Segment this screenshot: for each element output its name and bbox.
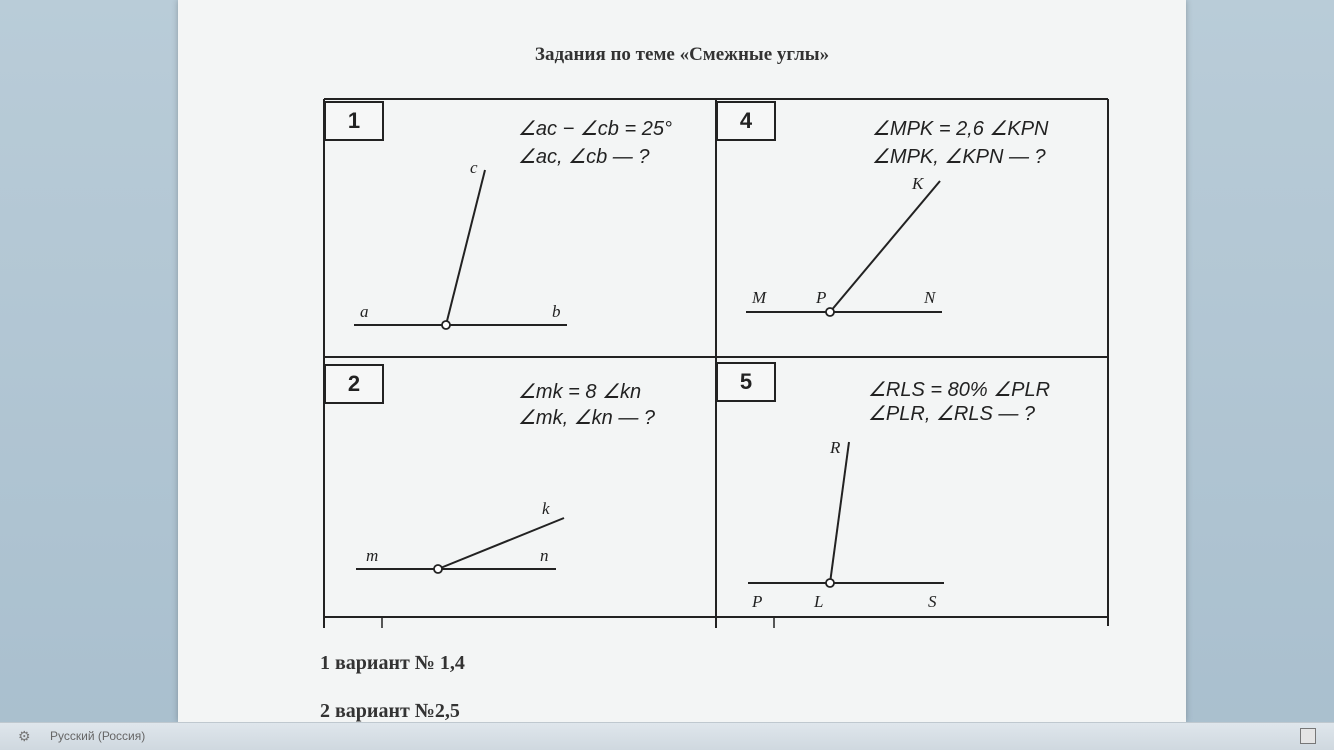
task-number: 5 [716, 362, 776, 402]
task-number: 1 [324, 101, 384, 141]
language-bar-icon[interactable]: ⚙ [18, 730, 31, 745]
point-label: K [912, 174, 924, 193]
point-label: S [928, 592, 937, 611]
document-page [178, 0, 1186, 722]
task-question: ∠ac, ∠cb — ? [518, 146, 650, 168]
language-indicator[interactable]: Русский (Россия) [50, 729, 146, 743]
point-label: b [552, 302, 561, 321]
variant-2: 2 вариант №2,5 [320, 700, 460, 722]
point-label: m [366, 546, 379, 565]
task-condition: ∠MPK = 2,6 ∠KPN [872, 118, 1049, 140]
task-condition: ∠mk = 8 ∠kn [518, 381, 642, 403]
task-condition: ∠RLS = 80% ∠PLR [868, 379, 1051, 401]
ray-r [830, 442, 849, 583]
task-question: ∠mk, ∠kn — ? [518, 407, 655, 429]
task-number: 4 [716, 101, 776, 141]
point-label: n [540, 546, 549, 565]
point-label: N [924, 288, 936, 307]
task-condition: ∠ac − ∠cb = 25° [518, 118, 672, 140]
point-label: a [360, 302, 369, 321]
tray-icon[interactable] [1300, 728, 1316, 744]
taskbar [0, 722, 1334, 750]
point-label: c [470, 158, 478, 177]
point-label: P [816, 288, 827, 307]
ray-c [446, 170, 485, 325]
task-question: ∠PLR, ∠RLS — ? [868, 403, 1036, 425]
point-label: L [814, 592, 824, 611]
vertex-point [434, 565, 442, 573]
vertex-point [442, 321, 450, 329]
point-label: R [830, 438, 841, 457]
task-question: ∠MPK, ∠KPN — ? [872, 146, 1046, 168]
vertex-point [826, 308, 834, 316]
variant-1: 1 вариант № 1,4 [320, 652, 465, 674]
point-label: k [542, 499, 550, 518]
point-label: P [752, 592, 763, 611]
point-label: M [752, 288, 767, 307]
vertex-point [826, 579, 834, 587]
task-number: 2 [324, 364, 384, 404]
page-title: Задания по теме «Смежные углы» [534, 44, 830, 65]
